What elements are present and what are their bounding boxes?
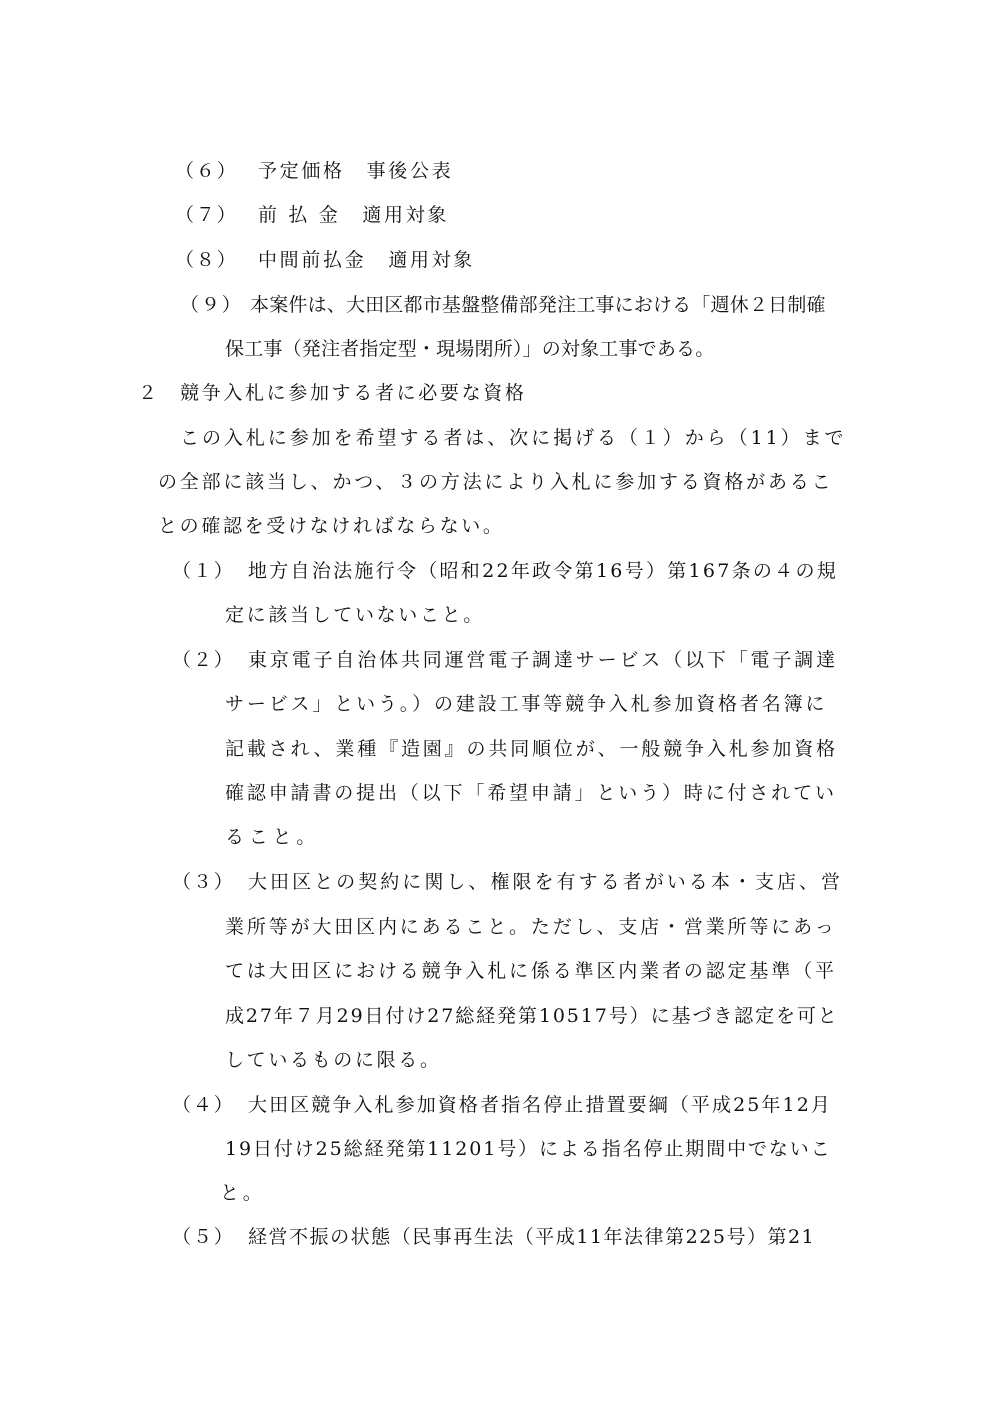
qual-2-line-4: 確認申請書の提出（以下「希望申請」という）時に付されてい — [225, 782, 837, 804]
qual-4-line-3: と。 — [220, 1182, 266, 1204]
qual-4-line-2: 19日付け25総経発第11201号）による指名停止期間中でないこ — [225, 1138, 832, 1160]
qual-5-number: （５） — [172, 1226, 235, 1248]
qual-2-line-3: 記載され、業種『造園』の共同順位が、一般競争入札参加資格 — [225, 738, 838, 760]
item-7-number: （７） — [175, 204, 238, 226]
item-8-text — [258, 251, 475, 270]
item-6-text — [258, 162, 453, 181]
item-6-label: 予定価格 — [258, 160, 345, 182]
section-2-intro-line-1: この入札に参加を希望する者は、次に掲げる（１）から（11）まで — [180, 427, 847, 449]
section-2-heading: 競争入札に参加する者に必要な資格 — [180, 382, 527, 404]
qual-3-line-5: しているものに限る。 — [225, 1049, 442, 1071]
qual-2-number: （２） — [172, 649, 235, 671]
item-9-number: （９） — [180, 294, 243, 316]
section-2-intro-line-3: との確認を受けなければならない。 — [158, 515, 505, 537]
qual-2-line-2: サービス」という。）の建設工事等競争入札参加資格者名簿に — [225, 693, 828, 715]
item-6-number: （６） — [175, 160, 238, 182]
qual-4-number: （４） — [172, 1094, 235, 1116]
item-7-label: 前 払 金 — [258, 204, 341, 226]
qual-1-line-2: 定に該当していないこと。 — [225, 604, 485, 626]
qual-3-line-3: ては大田区における競争入札に係る準区内業者の認定基準（平 — [225, 960, 837, 982]
qual-3-number: （３） — [172, 871, 235, 893]
qual-4-line-1: 大田区競争入札参加資格者指名停止措置要綱（平成25年12月 — [248, 1094, 832, 1116]
qual-1-number: （１） — [172, 560, 235, 582]
item-7-text — [258, 206, 449, 225]
item-9-line-1: 本案件は、大田区都市基盤整備部発注工事における「週休２日制確 — [250, 294, 826, 316]
section-2-intro-line-2: の全部に該当し、かつ、３の方法により入札に参加する資格があるこ — [158, 471, 834, 493]
item-8-value: 適用対象 — [388, 249, 475, 271]
qual-2-line-5: ること。 — [225, 826, 321, 848]
item-8-label: 中間前払金 — [258, 249, 367, 271]
qual-3-line-4: 成27年７月29日付け27総経発第10517号）に基づき認定を可と — [225, 1005, 839, 1027]
item-8-number: （８） — [175, 249, 238, 271]
item-9-line-2: 保工事（発注者指定型・現場閉所）」の対象工事である。 — [225, 338, 715, 360]
qual-3-line-1: 大田区との契約に関し、権限を有する者がいる本・支店、営 — [248, 871, 844, 893]
item-6-value: 事後公表 — [366, 160, 454, 182]
section-2-number: ２ — [138, 382, 159, 404]
qual-5-line-1: 経営不振の状態（民事再生法（平成11年法律第225号）第21 — [248, 1226, 816, 1248]
qual-3-line-2: 業所等が大田区内にあること。ただし、支店・営業所等にあっ — [225, 916, 837, 938]
qual-1-line-1: 地方自治法施行令（昭和22年政令第16号）第167条の４の規 — [248, 560, 839, 582]
qual-2-line-1: 東京電子自治体共同運営電子調達サービス（以下「電子調達 — [248, 649, 838, 671]
item-7-value: 適用対象 — [362, 204, 450, 226]
